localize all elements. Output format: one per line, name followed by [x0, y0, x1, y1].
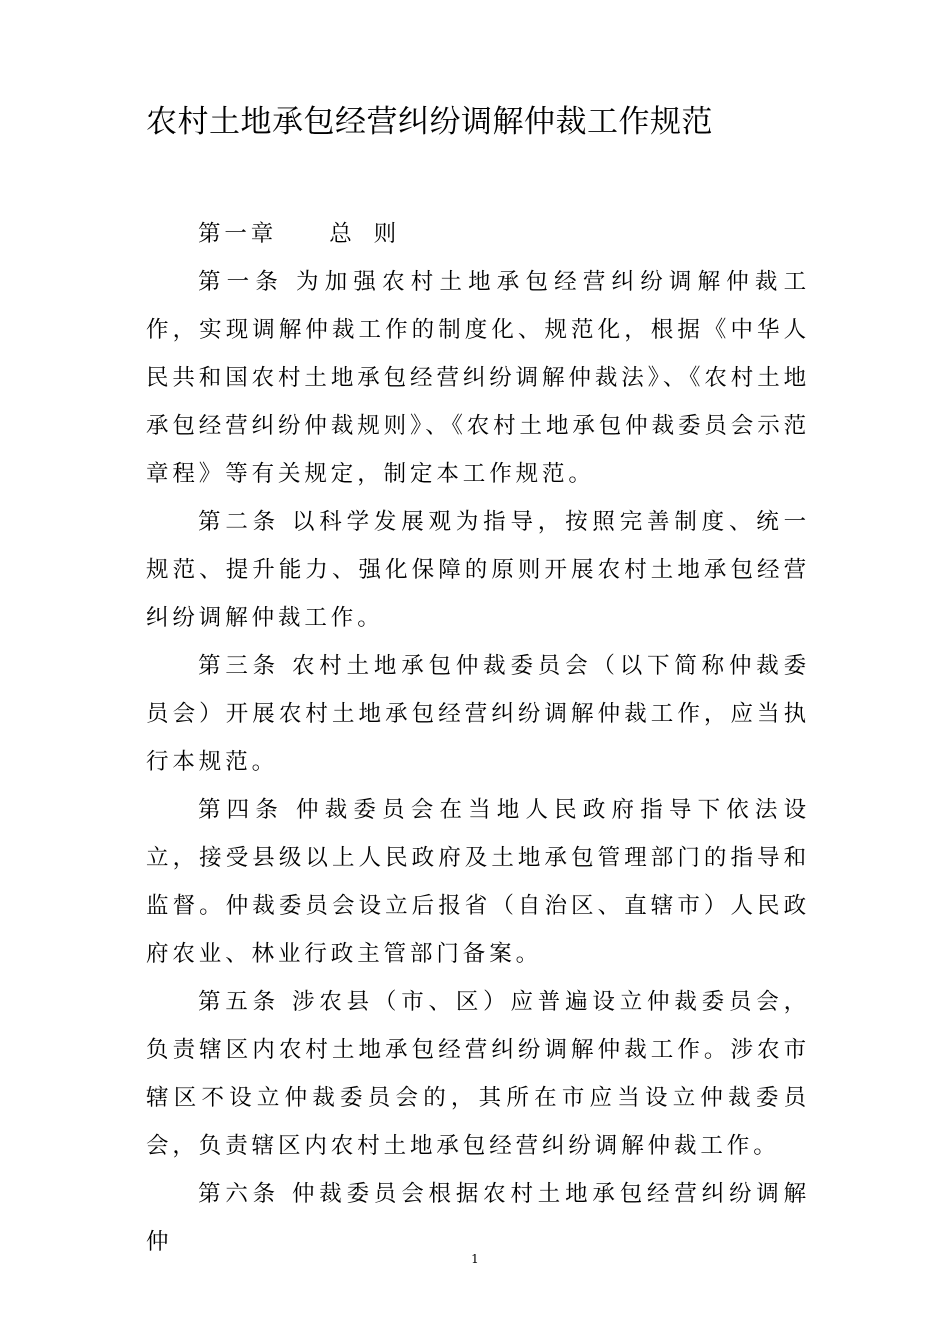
chapter-title-part1: 总 — [329, 221, 356, 247]
article-paragraph — [146, 498, 810, 642]
article-text: 农村土地承包仲裁委员会（以下简称仲裁委员会）开展农村土地承包经营纠纷调解仲裁工作，应当执行本规范。 — [146, 653, 811, 775]
article-number: 第四条 — [198, 797, 285, 823]
article-paragraph — [146, 786, 810, 978]
article-number: 第一条 — [198, 269, 285, 295]
article-paragraph — [146, 642, 810, 786]
chapter-number: 第一章 — [198, 221, 278, 247]
chapter-heading — [146, 210, 810, 258]
article-text: 为加强农村土地承包经营纠纷调解仲裁工作，实现调解仲裁工作的制度化、规范化，根据《中华人民共和国农村土地承包经营纠纷调解仲裁法》、《农村土地承包经营纠纷仲裁规则》、《农村土地承包仲裁委员会示范章程》等有关规定，制定本工作规范。 — [146, 269, 811, 487]
article-number: 第六条 — [198, 1181, 280, 1207]
article-text: 以科学发展观为指导，按照完善制度、统一规范、提升能力、强化保障的原则开展农村土地承包经营纠纷调解仲裁工作。 — [146, 509, 811, 631]
chapter-title-part2: 则 — [373, 221, 401, 247]
article-text: 仲裁委员会根据农村土地承包经营纠纷调解仲 — [146, 1181, 811, 1255]
article-number: 第三条 — [198, 653, 280, 679]
document-title: 农村土地承包经营纠纷调解仲裁工作规范 — [146, 104, 713, 140]
article-text: 涉农县（市、区）应普遍设立仲裁委员会，负责辖区内农村土地承包经营纠纷调解仲裁工作。涉农市辖区不设立仲裁委员会的，其所在市应当设立仲裁委员会，负责辖区内农村土地承包经营纠纷调解仲裁工作。 — [146, 989, 811, 1159]
document-body — [146, 210, 810, 1266]
article-text: 仲裁委员会在当地人民政府指导下依法设立，接受县级以上人民政府及土地承包管理部门的指导和监督。仲裁委员会设立后报省（自治区、直辖市）人民政府农业、林业行政主管部门备案。 — [146, 797, 811, 967]
article-paragraph — [146, 978, 810, 1170]
article-paragraph — [146, 258, 810, 498]
article-number: 第五条 — [198, 989, 280, 1015]
page-number: 1 — [471, 1252, 479, 1266]
article-number: 第二条 — [198, 509, 280, 535]
